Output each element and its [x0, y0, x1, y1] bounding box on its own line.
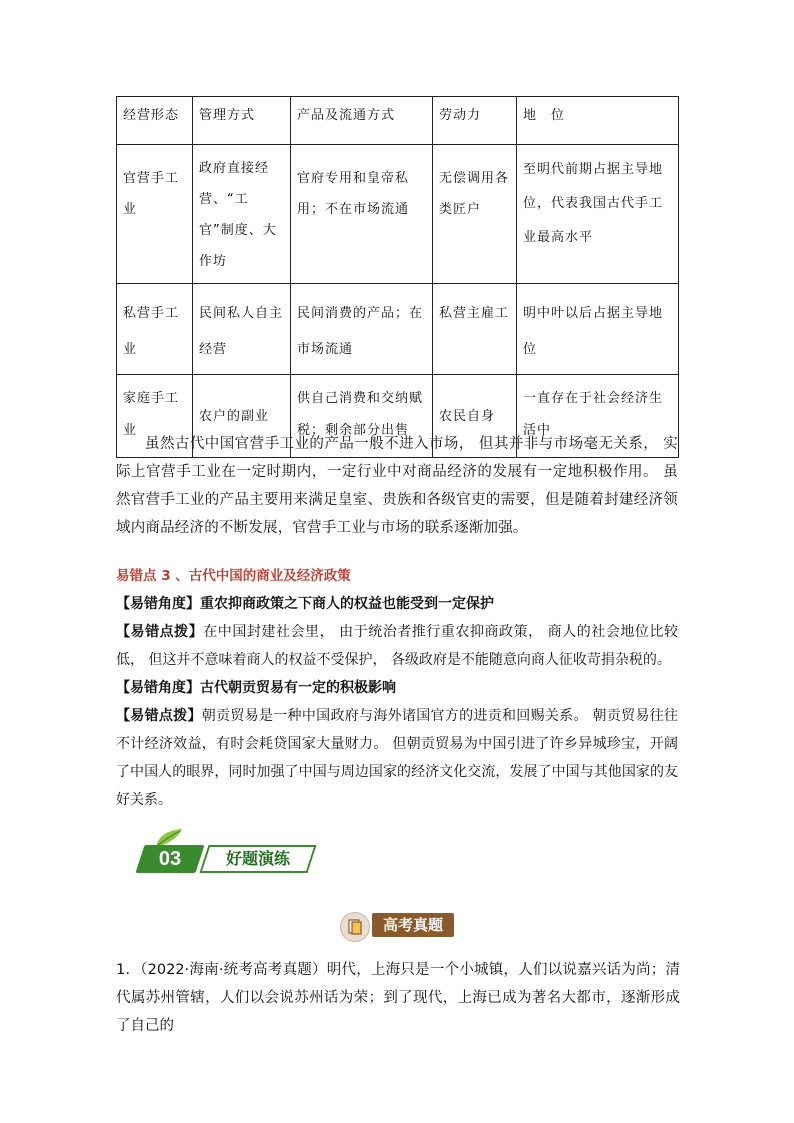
table-cell: 私营手工业 [117, 284, 193, 375]
table-cell: 至明代前期占据主导地位，代表我国古代手工业最高水平 [517, 145, 679, 284]
table-cell: 供自己消费和交纳赋税；剩余部分出售 [291, 375, 433, 458]
tip-item [116, 618, 678, 674]
badge-label: 高考真题 [372, 913, 454, 937]
body-paragraph: 虽然古代中国官营手工业的产品一般不进入市场， 但其并非与市场毫无关系， 实际上官营手工业在一定时期内，一定行业中对商品经济的发展有一定地积极作用。 虽然官营手工业的产品主要用来满足皇室、贵族和各级官吏的需要，但是随着封建经济领域内商品经济的不断发展，官营手工业与市场的联系逐渐加强。 [116, 436, 678, 536]
table-row [117, 145, 679, 284]
section-banner [130, 828, 330, 878]
banner-number: 03 [135, 845, 204, 873]
tip-item [116, 590, 678, 618]
table-cell: 私营主雇工 [433, 284, 517, 375]
table-header-cell: 产品及流通方式 [291, 97, 433, 145]
banner-label-box [199, 845, 316, 873]
table-cell: 农民自身 [433, 375, 517, 458]
tip-text: 重农抑商政策之下商人的权益也能受到一定保护 [200, 596, 494, 612]
tip-label: 【易错点拨】 [116, 708, 202, 724]
table-cell: 一直存在于社会经济生活中 [517, 375, 679, 458]
question-text: 1．（2022·海南·统考高考真题）明代，上海只是一个小城镇，人们以说嘉兴话为尚；清代属苏州管辖，人们以会说苏州话为荣；到了现代，上海已成为著名大都市，逐渐形成了自己的 [116, 962, 680, 1034]
tip-label: 【易错点拨】 [116, 624, 204, 640]
table-cell: 无偿调用各类匠户 [433, 145, 517, 284]
tip-text: 朝贡贸易是一种中国政府与海外诸国官方的进贡和回赐关系。 朝贡贸易往往不计经济效益，有时会耗贷国家大量财力。 但朝贡贸易为中国引进了许乡异城珍宝，开阔了中国人的眼界，同时加强了中国与周边国家的经济文化交流，发展了中国与其他国家的友好关系。 [116, 708, 678, 808]
table-cell: 民间私人自主经营 [193, 284, 291, 375]
table-header-cell: 地 位 [517, 97, 679, 145]
table-header-row [117, 97, 679, 145]
table-cell: 政府直接经营、“工官”制度、大作坊 [193, 145, 291, 284]
table-cell: 明中叶以后占据主导地位 [517, 284, 679, 375]
tip-item [116, 702, 678, 814]
handicraft-comparison-table [116, 96, 679, 458]
tip-text: 在中国封建社会里， 由于统治者推行重农抑商政策， 商人的社会地位比较低， 但这并不意味着商人的权益不受保护， 各级政府是不能随意向商人征收苛捐杂税的。 [116, 624, 678, 668]
table-cell: 家庭手工业 [117, 375, 193, 458]
table-cell: 民间消费的产品；在市场流通 [291, 284, 433, 375]
table-cell: 官府专用和皇帝私用；不在市场流通 [291, 145, 433, 284]
exam-badge [340, 910, 456, 940]
tip-label: 【易错角度】 [116, 680, 200, 696]
banner-label: 好题演练 [225, 849, 290, 868]
table-row [117, 284, 679, 375]
tip-label: 【易错角度】 [116, 596, 200, 612]
document-icon [340, 912, 370, 942]
table-cell: 官营手工业 [117, 145, 193, 284]
table-cell: 农户的副业 [193, 375, 291, 458]
tip-item [116, 674, 678, 702]
section-title: 易错点 3 、古代中国的商业及经济政策 [116, 568, 351, 584]
tip-text: 古代朝贡贸易有一定的积极影响 [200, 680, 396, 696]
table-header-cell: 劳动力 [433, 97, 517, 145]
table-header-cell: 经营形态 [117, 97, 193, 145]
table-header-cell: 管理方式 [193, 97, 291, 145]
